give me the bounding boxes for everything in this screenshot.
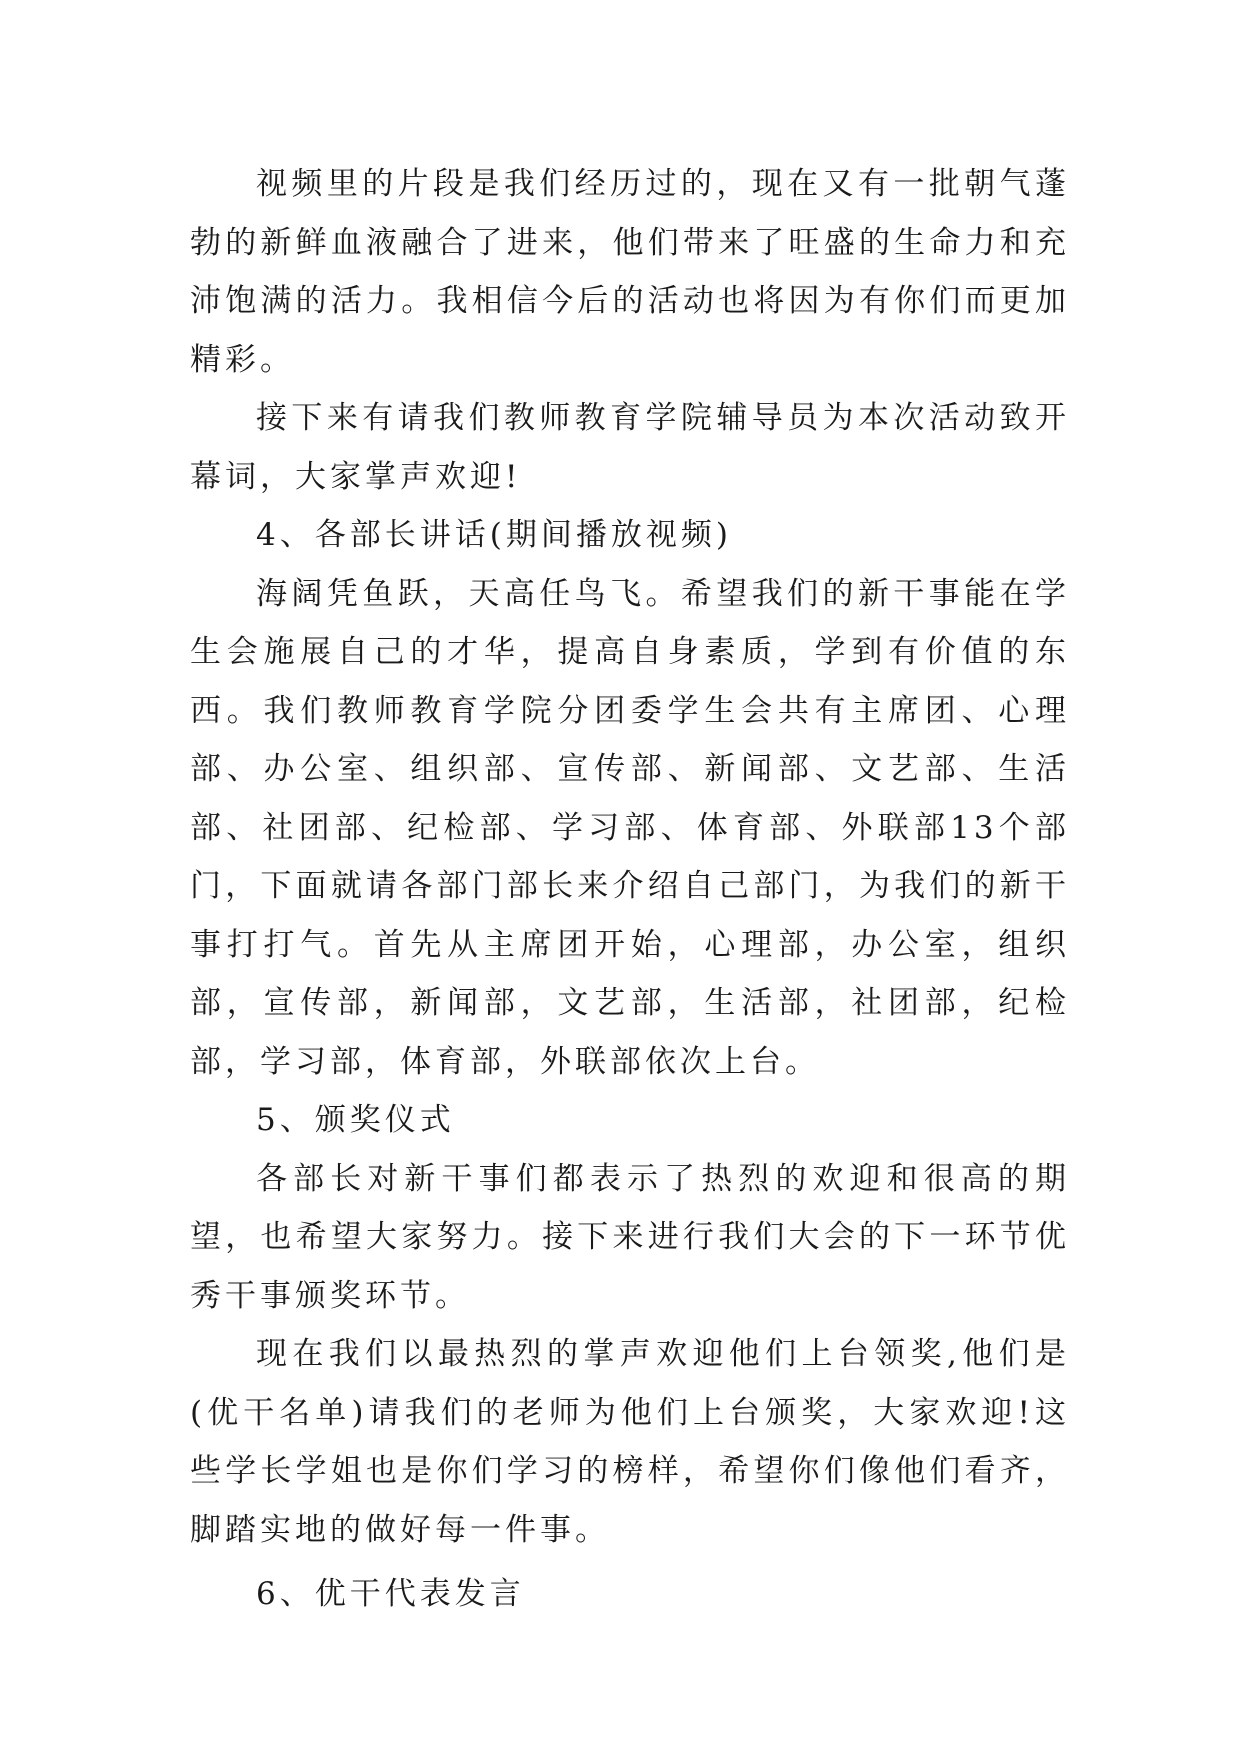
paragraph-departments: 海阔凭鱼跃，天高任鸟飞。希望我们的新干事能在学生会施展自己的才华，提高自身素质，学到有价值的东西。我们教师教育学院分团委学生会共有主席团、心理部、办公室、组织部、宣传部、新闻部、文艺部、生活部、社团部、纪检部、学习部、体育部、外联部13个部门，下面就请各部门部长来介绍自己部门，为我们的新干事打打气。首先从主席团开始，心理部，办公室，组织部，宣传部，新闻部，文艺部，生活部，社团部，纪检部，学习部，体育部，外联部依次上台。 — [190, 575, 1070, 1080]
section-heading-6: 6、优干代表发言 — [256, 1576, 525, 1612]
paragraph-counselor-invite: 接下来有请我们教师教育学院辅导员为本次活动致开幕词，大家掌声欢迎! — [190, 400, 1070, 495]
section-heading-4: 4、各部长讲话(期间播放视频) — [256, 517, 732, 553]
paragraph-video-intro: 视频里的片段是我们经历过的，现在又有一批朝气蓬勃的新鲜血液融合了进来，他们带来了旺盛的生命力和充沛饱满的活力。我相信今后的活动也将因为有你们而更加精彩。 — [190, 166, 1070, 378]
paragraph-award-intro: 各部长对新干事们都表示了热烈的欢迎和很高的期望，也希望大家努力。接下来进行我们大会的下一环节优秀干事颁奖环节。 — [190, 1160, 1070, 1314]
section-heading-5: 5、颁奖仪式 — [256, 1102, 455, 1138]
paragraph-award-ceremony: 现在我们以最热烈的掌声欢迎他们上台领奖,他们是(优干名单)请我们的老师为他们上台颁奖，大家欢迎!这些学长学姐也是你们学习的榜样，希望你们像他们看齐，脚踏实地的做好每一件事。 — [190, 1336, 1070, 1548]
document-body — [190, 155, 1070, 1624]
